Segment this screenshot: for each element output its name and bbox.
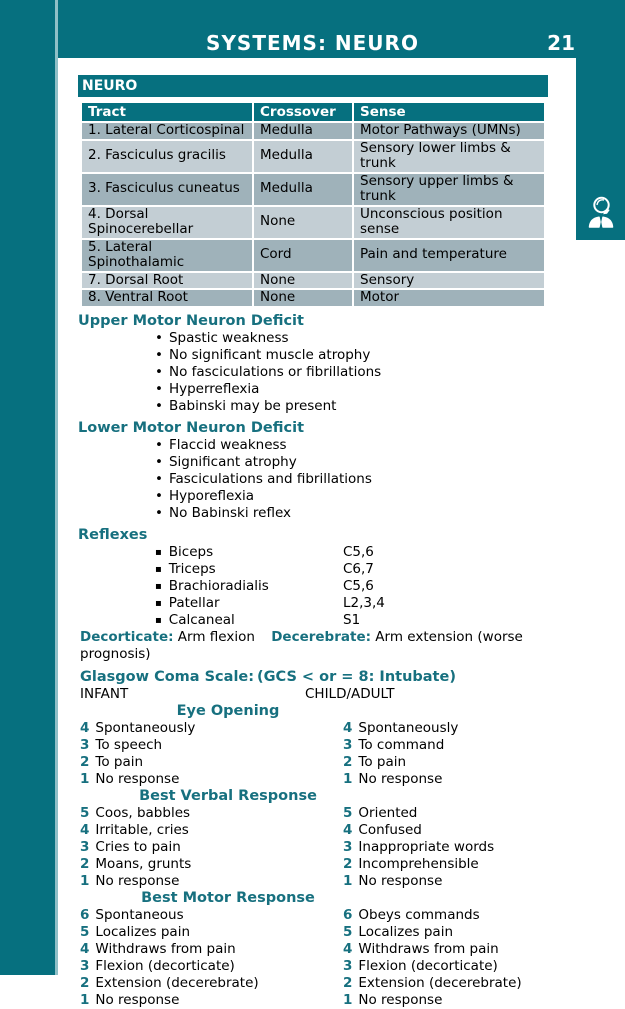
gcs-text: Incomprehensible [358, 855, 479, 872]
table-cell: 3. Fasciculus cuneatus [82, 174, 252, 205]
gcs-row [80, 839, 548, 856]
gcs-text: Oriented [358, 804, 418, 821]
page-title: SYSTEMS: NEURO [206, 31, 419, 55]
list-item-label: Spastic weakness [168, 329, 289, 346]
decerebrate-value: Arm extension (worse prognosis) [80, 628, 523, 662]
gcs-score: 1 [343, 872, 353, 889]
reflex-level: C6,7 [343, 560, 374, 577]
page-content [78, 75, 548, 1009]
gcs-score: 3 [343, 736, 353, 753]
neuro-thumb-tab[interactable] [576, 58, 625, 240]
list-item [155, 471, 548, 488]
column-header-tract: Tract [82, 103, 252, 121]
gcs-score: 3 [80, 838, 90, 855]
gcs-text: To speech [95, 736, 163, 753]
bullet-icon: ▪ [155, 597, 162, 609]
list-item-label: No significant muscle atrophy [168, 346, 371, 363]
table-cell: 7. Dorsal Root [82, 273, 252, 289]
bullet-icon: • [155, 436, 163, 453]
umn-heading: Upper Motor Neuron Deficit [78, 312, 304, 329]
gcs-score: 4 [343, 821, 353, 838]
table-cell: Sensory upper limbs & trunk [354, 174, 544, 205]
gcs-score: 6 [80, 906, 90, 923]
table-cell: None [254, 273, 352, 289]
table-cell: Medulla [254, 141, 352, 172]
reflex-name: Biceps [168, 543, 214, 560]
gcs-score: 6 [343, 906, 353, 923]
bullet-icon: • [155, 470, 163, 487]
gcs-section-title: Best Motor Response [141, 889, 315, 906]
gcs-score: 2 [343, 855, 353, 872]
gcs-score: 2 [343, 974, 353, 991]
gcs-text: Moans, grunts [95, 855, 192, 872]
gcs-score: 4 [80, 821, 90, 838]
table-row [82, 240, 544, 271]
gcs-score: 3 [343, 838, 353, 855]
gcs-score: 4 [343, 940, 353, 957]
gcs-text: No response [95, 770, 180, 787]
table-cell: Medulla [254, 123, 352, 139]
gcs-score: 1 [80, 872, 90, 889]
list-item-label: No fasciculations or fibrillations [168, 363, 382, 380]
list-item [155, 364, 548, 381]
table-row [82, 207, 544, 238]
gcs-heading: Glasgow Coma Scale: [80, 668, 255, 685]
table-row [82, 273, 544, 289]
bullet-icon: • [155, 363, 163, 380]
gcs-text: Flexion (decorticate) [358, 957, 498, 974]
gcs-score: 3 [343, 957, 353, 974]
list-item [155, 381, 548, 398]
gcs-row [80, 992, 548, 1009]
table-cell: Cord [254, 240, 352, 271]
list-item [155, 347, 548, 364]
reflex-item [155, 544, 548, 561]
reflex-level: S1 [343, 611, 361, 628]
bullet-icon: • [155, 346, 163, 363]
bullet-icon: • [155, 380, 163, 397]
gcs-score: 5 [80, 923, 90, 940]
gcs-row [80, 958, 548, 975]
gcs-text: Coos, babbles [95, 804, 191, 821]
list-item [155, 437, 548, 454]
gcs-column-headers [80, 686, 548, 703]
gcs-text: Obeys commands [358, 906, 480, 923]
list-item [155, 398, 548, 415]
reflex-item [155, 595, 548, 612]
gcs-score: 1 [80, 991, 90, 1008]
reflex-level: L2,3,4 [343, 594, 385, 611]
gcs-text: No response [358, 872, 443, 889]
reflex-name: Patellar [168, 594, 220, 611]
gcs-row [80, 873, 548, 890]
gcs-text: Inappropriate words [358, 838, 495, 855]
decerebrate-label: Decerebrate: [271, 628, 371, 645]
table-cell: 4. Dorsal Spinocerebellar [82, 207, 252, 238]
table-row [82, 141, 544, 172]
gcs-row [80, 924, 548, 941]
bullet-icon: • [155, 504, 163, 521]
gcs-score: 1 [343, 770, 353, 787]
gcs-row [80, 907, 548, 924]
gcs-text: Localizes pain [95, 923, 191, 940]
tract-table [80, 101, 546, 308]
bullet-icon: ▪ [155, 563, 162, 575]
gcs-score: 4 [343, 719, 353, 736]
table-cell: 8. Ventral Root [82, 290, 252, 306]
gcs-score: 5 [343, 804, 353, 821]
table-cell: Motor [354, 290, 544, 306]
gcs-text: To command [358, 736, 445, 753]
posturing-line [80, 629, 548, 663]
gcs-score: 4 [80, 719, 90, 736]
bullet-icon: • [155, 329, 163, 346]
list-item-label: Hyperreflexia [168, 380, 260, 397]
gcs-section-title: Best Verbal Response [139, 787, 317, 804]
gcs-text: Cries to pain [95, 838, 181, 855]
gcs-score: 2 [80, 974, 90, 991]
bullet-icon: • [155, 487, 163, 504]
reflex-name: Triceps [168, 560, 216, 577]
gcs-score: 5 [80, 804, 90, 821]
reflex-item [155, 612, 548, 629]
reflex-item [155, 578, 548, 595]
column-header-crossover: Crossover [254, 103, 352, 121]
list-item-label: Fasciculations and fibrillations [168, 470, 372, 487]
column-header-sense: Sense [354, 103, 544, 121]
gcs-text: No response [95, 872, 180, 889]
gcs-row [80, 822, 548, 839]
bullet-icon: ▪ [155, 580, 162, 592]
reflex-level: C5,6 [343, 543, 374, 560]
table-cell: Unconscious position sense [354, 207, 544, 238]
gcs-note: (GCS < or = 8: Intubate) [257, 668, 456, 685]
gcs-score: 5 [343, 923, 353, 940]
list-item-label: Flaccid weakness [168, 436, 287, 453]
gcs-text: No response [358, 770, 443, 787]
lmn-heading: Lower Motor Neuron Deficit [78, 419, 305, 436]
gcs-score: 2 [343, 753, 353, 770]
gcs-text: To pain [95, 753, 144, 770]
list-item-label: Hyporeflexia [168, 487, 255, 504]
table-row [82, 290, 544, 306]
list-item-label: No Babinski reflex [168, 504, 292, 521]
gcs-heading-line [80, 668, 548, 686]
gcs-text: Spontaneous [95, 906, 184, 923]
table-cell: 1. Lateral Corticospinal [82, 123, 252, 139]
gcs-text: Withdraws from pain [358, 940, 499, 957]
bullet-icon: • [155, 397, 163, 414]
gcs-row [80, 941, 548, 958]
table-cell: 5. Lateral Spinothalamic [82, 240, 252, 271]
table-cell: Sensory [354, 273, 544, 289]
gcs-infant-header: INFANT [80, 685, 129, 702]
table-cell: Sensory lower limbs & trunk [354, 141, 544, 172]
decorticate-label: Decorticate: [80, 628, 174, 645]
table-header-row [82, 103, 544, 121]
table-row [82, 123, 544, 139]
gcs-score: 2 [80, 855, 90, 872]
decorticate-value: Arm flexion [177, 628, 255, 645]
gcs-text: No response [95, 991, 180, 1008]
gcs-score: 3 [80, 957, 90, 974]
table-cell: None [254, 207, 352, 238]
gcs-text: Flexion (decorticate) [95, 957, 235, 974]
gcs-text: Localizes pain [358, 923, 454, 940]
neuro-head-brain-icon [586, 194, 616, 228]
table-cell: Medulla [254, 174, 352, 205]
reflex-name: Brachioradialis [168, 577, 269, 594]
gcs-text: Spontaneously [358, 719, 459, 736]
gcs-row [80, 856, 548, 873]
gcs-row [80, 754, 548, 771]
gcs-text: No response [358, 991, 443, 1008]
gcs-text: Extension (decerebrate) [358, 974, 522, 991]
gcs-text: Spontaneously [95, 719, 196, 736]
gcs-text: Withdraws from pain [95, 940, 236, 957]
reflex-name: Calcaneal [168, 611, 235, 628]
gcs-row [80, 805, 548, 822]
gcs-score: 1 [80, 770, 90, 787]
gcs-text: Irritable, cries [95, 821, 189, 838]
gcs-score: 4 [80, 940, 90, 957]
page-number: 21 [547, 31, 575, 55]
gcs-section-title: Eye Opening [176, 702, 280, 719]
list-item-label: Significant atrophy [168, 453, 297, 470]
table-cell: 2. Fasciculus gracilis [82, 141, 252, 172]
gcs-child-header: CHILD/ADULT [305, 685, 395, 702]
gcs-score: 3 [80, 736, 90, 753]
table-cell: None [254, 290, 352, 306]
gcs-text: Confused [358, 821, 422, 838]
gcs-row [80, 975, 548, 992]
gcs-score: 1 [343, 991, 353, 1008]
reflex-item [155, 561, 548, 578]
gcs-row [80, 771, 548, 788]
reflexes-heading: Reflexes [78, 526, 148, 543]
list-item-label: Babinski may be present [168, 397, 337, 414]
list-item [155, 330, 548, 347]
gcs-text: To pain [358, 753, 407, 770]
gcs-text: Extension (decerebrate) [95, 974, 259, 991]
gcs-row [80, 737, 548, 754]
list-item [155, 454, 548, 471]
table-cell: Pain and temperature [354, 240, 544, 271]
list-item [155, 505, 548, 522]
list-item [155, 488, 548, 505]
left-border-band [0, 0, 58, 975]
gcs-score: 2 [80, 753, 90, 770]
bullet-icon: ▪ [155, 614, 162, 626]
table-cell: Motor Pathways (UMNs) [354, 123, 544, 139]
bullet-icon: ▪ [155, 546, 162, 558]
reflex-level: C5,6 [343, 577, 374, 594]
section-bar: NEURO [78, 75, 548, 97]
table-row [82, 174, 544, 205]
bullet-icon: • [155, 453, 163, 470]
gcs-row [80, 720, 548, 737]
